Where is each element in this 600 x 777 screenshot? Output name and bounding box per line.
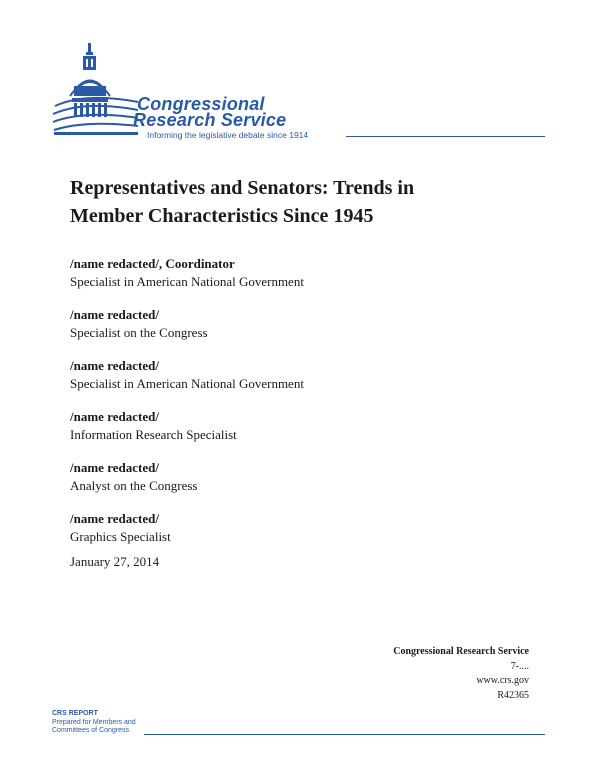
report-title-line2: Member Characteristics Since 1945 <box>70 205 374 227</box>
author-list <box>70 255 530 561</box>
author-entry <box>70 306 530 342</box>
author-entry <box>70 255 530 291</box>
author-name: /name redacted/ <box>70 307 159 322</box>
report-title-line1: Representatives and Senators: Trends in <box>70 177 415 199</box>
author-name: /name redacted/ <box>70 409 159 424</box>
author-entry <box>70 510 530 546</box>
logo-tagline: Informing the legislative debate since 1914 <box>147 130 309 140</box>
footer-title: CRS REPORT <box>52 710 98 717</box>
author-role: Graphics Specialist <box>70 529 171 544</box>
footer-line2: Committees of Congress <box>52 727 130 734</box>
report-id: R42365 <box>497 689 529 701</box>
author-role: Information Research Specialist <box>70 427 237 442</box>
author-entry <box>70 357 530 393</box>
footer <box>52 710 547 740</box>
author-role: Specialist in American National Government <box>70 274 304 289</box>
author-role: Specialist in American National Government <box>70 376 304 391</box>
logo-rule <box>346 136 545 137</box>
crs-name: Congressional Research Service <box>393 646 529 657</box>
logo-wordmark-line1: Congressional <box>137 94 265 114</box>
author-name: /name redacted/ <box>70 511 159 526</box>
author-entry <box>70 408 530 444</box>
crs-info-block <box>393 645 529 703</box>
footer-line1: Prepared for Members and <box>52 719 136 726</box>
author-name: /name redacted/ <box>70 358 159 373</box>
author-name: /name redacted/, Coordinator <box>70 256 235 271</box>
author-name: /name redacted/ <box>70 460 159 475</box>
capitol-dome-icon <box>50 40 140 140</box>
crs-number: 7-.... <box>510 660 529 672</box>
crs-website[interactable]: www.crs.gov <box>476 675 529 686</box>
footer-rule <box>144 734 545 735</box>
author-role: Specialist on the Congress <box>70 325 208 340</box>
report-title <box>70 174 540 230</box>
logo-wordmark-line2: Research Service <box>133 110 287 130</box>
author-role: Analyst on the Congress <box>70 478 198 493</box>
author-entry <box>70 459 530 495</box>
report-date: January 27, 2014 <box>70 554 160 569</box>
crs-logo <box>50 40 550 150</box>
